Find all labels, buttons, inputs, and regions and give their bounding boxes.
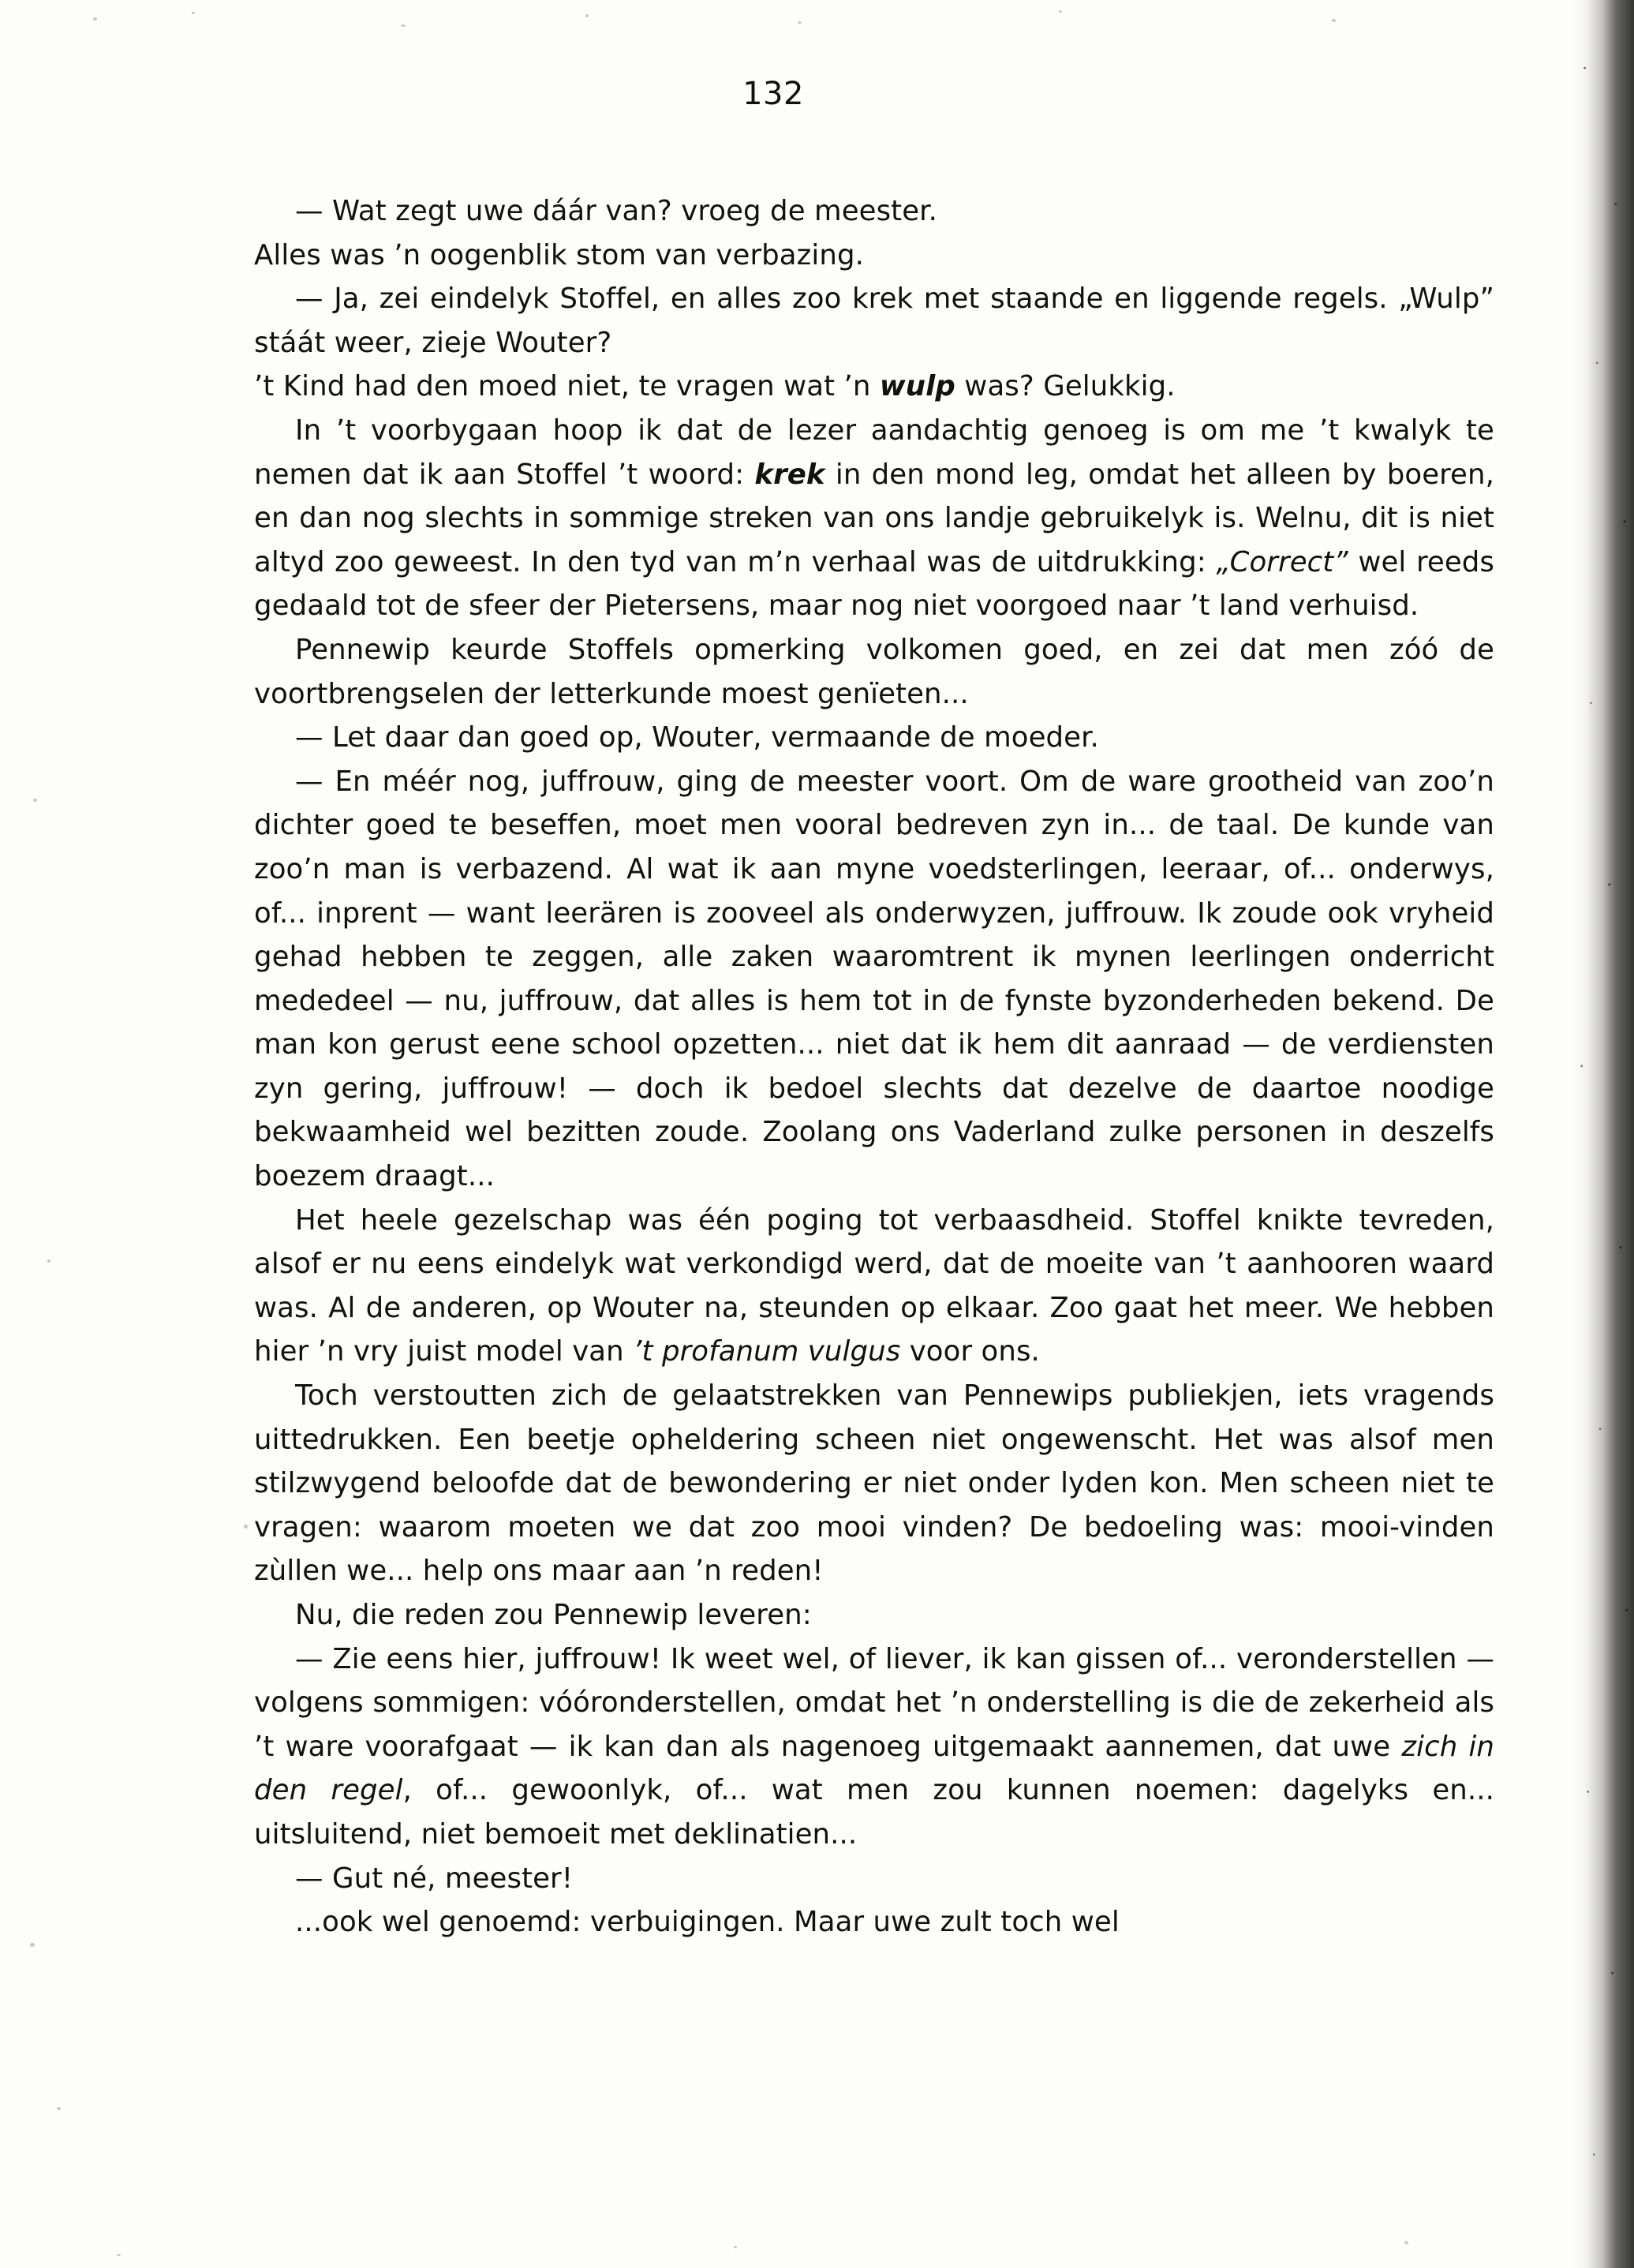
text-run: Alles was ’n oogenblik stom van verbazing.	[254, 238, 864, 271]
text-run: , of... gewoonlyk, of... wat men zou kunnen noemen: dagelyks en... uitsluitend, niet bemoeit met deklinatien...	[254, 1774, 1495, 1851]
emphasised-text: ’t profanum vulgus	[633, 1335, 901, 1368]
scan-speckle	[585, 14, 589, 17]
scan-speckle	[47, 1259, 50, 1263]
page-body-text	[254, 189, 1494, 1944]
paragraph	[254, 1900, 1494, 1944]
paragraph	[254, 277, 1494, 365]
text-run: In ’t voorbygaan hoop ik dat de lezer aandachtig genoeg is om me ’t kwalyk te nemen dat ik aan Stoffel ’t woord:	[254, 414, 1494, 491]
emphasised-word: krek	[754, 458, 825, 491]
text-run: ’t Kind had den moed niet, te vragen wat ’n	[254, 370, 880, 403]
text-run: — Wat zegt uwe dáár van? vroeg de meester.	[295, 195, 937, 227]
scan-speckle	[117, 2254, 121, 2256]
text-run: ...ook wel genoemd: verbuigingen. Maar uwe zult toch wel	[295, 1906, 1120, 1939]
text-run: wel reeds gedaald tot de sfeer der Pietersens, maar nog niet voorgoed naar ’t land verhuisd.	[254, 545, 1494, 623]
scan-gutter-grain	[1572, 0, 1634, 2268]
paragraph	[254, 189, 1494, 234]
scan-speckle	[734, 2246, 737, 2248]
paragraph	[254, 234, 1494, 278]
scan-speckle	[1404, 2241, 1408, 2244]
text-run: Nu, die reden zou Pennewip leveren:	[295, 1599, 812, 1631]
paragraph	[254, 409, 1494, 628]
scan-speckle	[57, 2107, 61, 2110]
text-run: Pennewip keurde Stoffels opmerking volkomen goed, en zei dat men zóó de voortbrengselen der letterkunde moest genïeten...	[254, 633, 1494, 710]
emphasised-text: zich in den regel	[254, 1730, 1494, 1807]
paragraph	[254, 716, 1494, 760]
paragraph	[254, 1637, 1494, 1857]
paragraph	[254, 760, 1494, 1199]
scan-speckle	[1332, 19, 1336, 22]
scan-speckle	[33, 799, 37, 802]
paragraph	[254, 1374, 1494, 1593]
text-run: — Zie eens hier, juffrouw! Ik weet wel, of liever, ik kan gissen of... veronderstellen — volgens sommigen: vóóronderstellen, omdat het ’n onderstelling is die de zekerheid als ’t ware voorafgaat — ik kan dan als nagenoeg uitgemaakt aannemen, dat uwe	[254, 1642, 1494, 1763]
text-run: Het heele gezelschap was één poging tot verbaasdheid. Stoffel knikte tevreden, alsof er nu eens eindelyk wat verkondigd werd, dat de moeite van ’t aanhooren waard was. Al de anderen, op Wouter na, steunden op elkaar. Zoo gaat het meer. We hebben hier ’n vry juist model van	[254, 1203, 1494, 1368]
text-run: in den mond leg, omdat het alleen by boeren, en dan nog slechts in sommige streken van ons landje gebruikelyk is. Welnu, dit is niet altyd zoo geweest. In den tyd van m’n verhaal was de uitdrukking:	[254, 458, 1494, 578]
scan-speckle	[798, 21, 802, 24]
scan-speckle	[30, 1943, 35, 1947]
scan-speckle	[244, 1525, 248, 1529]
page-number: 132	[742, 76, 804, 112]
text-run: was? Gelukkig.	[955, 370, 1176, 403]
paragraph	[254, 1199, 1494, 1374]
scan-speckle	[401, 24, 406, 27]
emphasised-text: „Correct”	[1216, 545, 1348, 578]
text-run: — Gut né, meester!	[295, 1862, 574, 1895]
text-run: — Let daar dan goed op, Wouter, vermaande de moeder.	[295, 721, 1099, 754]
scan-gutter-shadow	[1572, 0, 1634, 2268]
paragraph	[254, 1857, 1494, 1901]
text-run: Toch verstoutten zich de gelaatstrekken van Pennewips publiekjen, iets vragends uittedrukken. Een beetje opheldering scheen niet ongewenscht. Het was alsof men stilzwygend beloofde dat de bewondering er niet onder lyden kon. Men scheen niet te vragen: waarom moeten we dat zoo mooi vinden? De bedoeling was: mooi-vinden zùllen we... help ons maar aan ’n reden!	[254, 1379, 1494, 1588]
text-run: — En méér nog, juffrouw, ging de meester voort. Om de ware grootheid van zoo’n dichter goed te beseffen, moet men vooral bedreven zyn in... de taal. De kunde van zoo’n man is verbazend. Al wat ik aan myne voedsterlingen, leeraar, of... onderwys, of... inprent — want leerären is zooveel als onderwyzen, juffrouw. Ik zoude ook vryheid gehad hebben te zeggen, alle zaken waaromtrent ik mynen leerlingen onderricht mededeel — nu, juffrouw, dat alles is hem tot in de fynste byzonderheden bekend. De man kon gerust eene school opzetten... niet dat ik hem dit aanraad — de verdiensten zyn gering, juffrouw! — doch ik bedoel slechts dat dezelve de daartoe noodige bekwaamheid wel bezitten zoude. Zoolang ons Vaderland zulke personen in deszelfs boezem draagt...	[254, 765, 1494, 1193]
paragraph	[254, 365, 1494, 409]
emphasised-word: wulp	[879, 370, 955, 403]
paragraph	[254, 1593, 1494, 1637]
scan-speckle	[1059, 10, 1062, 13]
scan-speckle	[192, 12, 195, 14]
paragraph	[254, 628, 1494, 716]
text-run: voor ons.	[900, 1335, 1040, 1368]
text-run: — Ja, zei eindelyk Stoffel, en alles zoo krek met staande en liggende regels. „Wulp” stáát weer, zieje Wouter?	[254, 283, 1494, 359]
scan-speckle	[93, 17, 97, 21]
